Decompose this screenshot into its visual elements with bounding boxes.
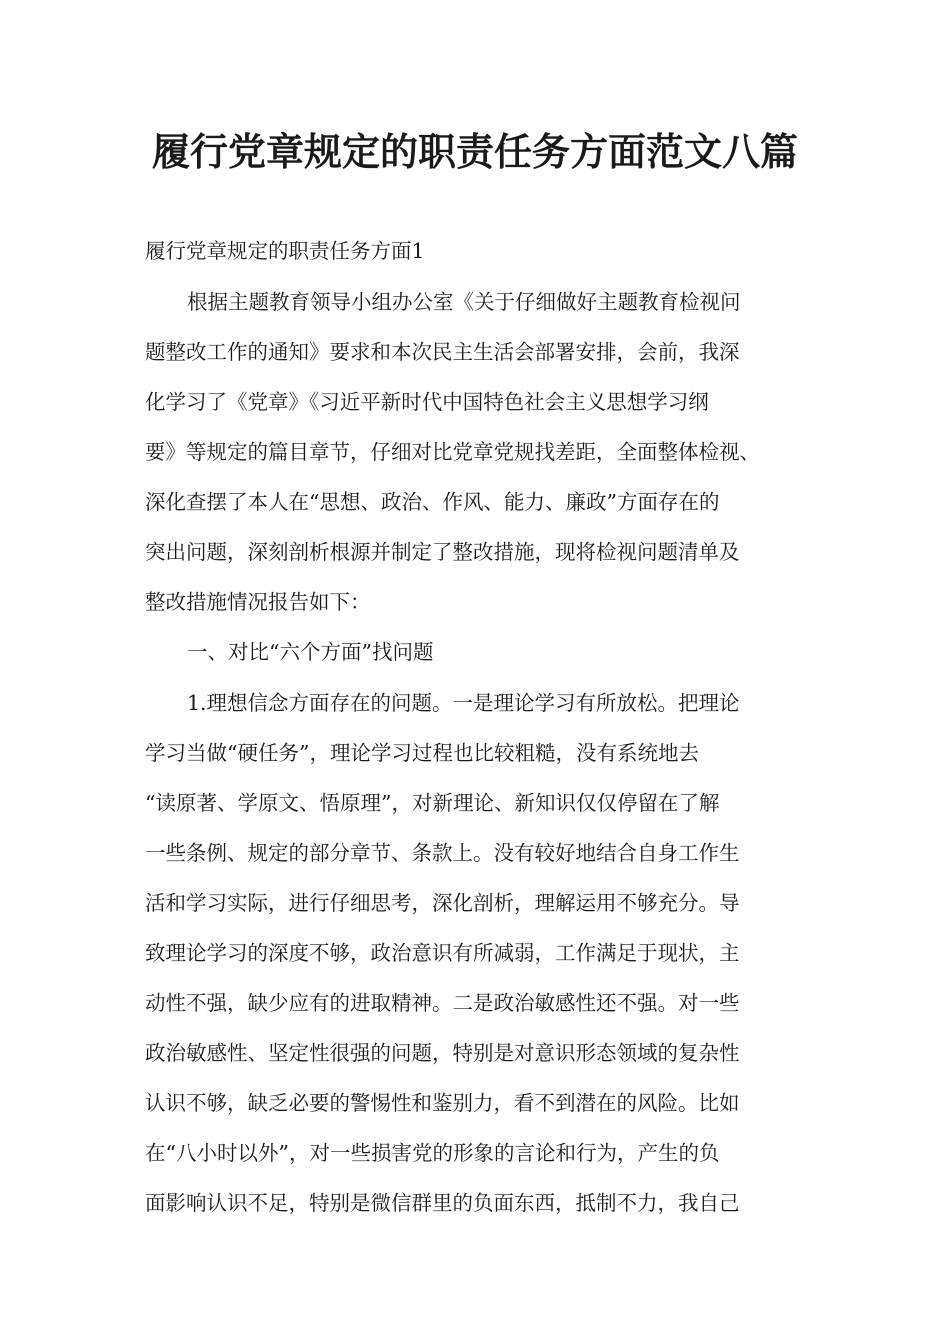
paragraph-line: “读原著、学原文、悟原理”，对新理论、新知识仅仅停留在了解 [145,791,720,815]
paragraph-line: 整改措施情况报告如下： [145,590,371,614]
paragraph-line: 要》等规定的篇目章节，仔细对比党章党规找差距，全面整体检视、 [145,440,760,464]
paragraph-line: 学习当做“硬任务”，理论学习过程也比较粗糙，没有系统地去 [145,741,699,765]
paragraph-line: 突出问题，深刻剖析根源并制定了整改措施，现将检视问题清单及 [145,540,740,564]
paragraph-line: 认识不够，缺乏必要的警惕性和鉴别力，看不到潜在的风险。比如 [145,1091,740,1115]
paragraph-line: 深化查摆了本人在“思想、政治、作风、能力、廉政”方面存在的 [145,490,720,514]
paragraph-line: 一些条例、规定的部分章节、条款上。没有较好地结合自身工作生 [145,841,740,865]
paragraph-line: 动性不强，缺少应有的进取精神。二是政治敏感性还不强。对一些 [145,991,740,1015]
paragraph-line: 在“八小时以外”，对一些损害党的形象的言论和行为，产生的负 [145,1141,720,1165]
paragraph-line: 活和学习实际，进行仔细思考，深化剖析，理解运用不够充分。导 [145,891,740,915]
paragraph-line: 题整改工作的通知》要求和本次民主生活会部署安排，会前，我深 [145,340,740,364]
paragraph-line: 化学习了《党章》《习近平新时代中国特色社会主义思想学习纲 [145,390,709,414]
paragraph-line: 面影响认识不足，特别是微信群里的负面东西，抵制不力，我自己 [145,1191,740,1215]
paragraph-line: 1.理想信念方面存在的问题。一是理论学习有所放松。把理论 [187,691,740,715]
paragraph-line: 致理论学习的深度不够，政治意识有所减弱，工作满足于现状，主 [145,941,740,965]
document-title: 履行党章规定的职责任务方面范文八篇 [151,129,798,174]
paragraph-line: 根据主题教育领导小组办公室《关于仔细做好主题教育检视问 [187,290,741,314]
paragraph-line: 政治敏感性、坚定性很强的问题，特别是对意识形态领域的复杂性 [145,1041,740,1065]
subsection-heading: 一、对比“六个方面”找问题 [187,640,434,664]
section-heading: 履行党章规定的职责任务方面1 [145,239,425,263]
